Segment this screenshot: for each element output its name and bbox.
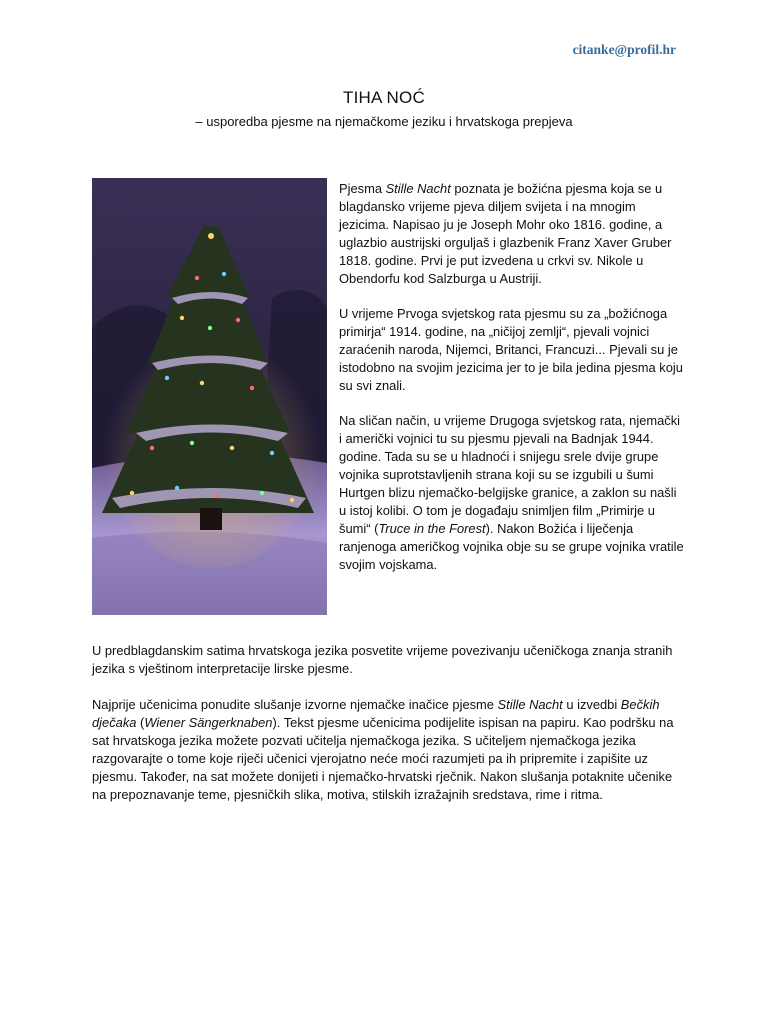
lesson-section: [92, 642, 682, 822]
paragraph-wwii: Na sličan način, u vrijeme Drugoga svjetskog rata, njemački i američki vojnici tu su pjesmu pjevali na Badnjak 1944. godine. Tada su se u hladnoći i snijegu srele dvije grupe vojnika suprotstavljenih strana koji su se izgubili u šumi Hurtgen blizu njemačko-belgijske granice, a zaklon su našli u istoj kolibi. O tom je događaju snimljen film „Primirje u šumi“ (Truce in the Forest). Nakon Božića i liječenja ranjenoga američkog vojnika obje su se grupe vojnika vratile svojim vojskama.: [339, 413, 684, 572]
paragraph-wwi: U vrijeme Prvoga svjetskog rata pjesmu su za „božićnoga primirja“ 1914. godine, na „ničijoj zemlji“, pjevali vojnici zaraćenih naroda, Nijemci, Britanci, Francuzi... Pjevali su je istodobno na svojim jezicima jer to je bila jedina pjesma koju su svi znali.: [339, 306, 683, 393]
publisher-email[interactable]: citanke@profil.hr: [572, 42, 676, 57]
paragraph-lesson-intro: U predblagdanskim satima hrvatskoga jezika posvetite vrijeme povezivanju učeničkoga znanja stranih jezika s vještinom interpretacije lirske pjesme.: [92, 643, 673, 676]
paragraph-origin: Pjesma Stille Nacht poznata je božićna pjesma koja se u blagdansko vrijeme pjeva diljem svijeta i na mnogim jezicima. Napisao ju je Joseph Mohr oko 1816. godine, a uglazbio austrijski orguljaš i glazbenik Franz Xaver Gruber 1818. godine. Prvi je put izvedena u crkvi sv. Nikole u Obendorfu kod Salzburga u Austriji.: [339, 181, 672, 286]
christmas-tree-photo: [92, 178, 327, 615]
page-subtitle: – usporedba pjesme na njemačkome jeziku i hrvatskoga prepjeva: [195, 114, 573, 129]
intro-column: [339, 180, 684, 591]
paragraph-lesson-steps: Najprije učenicima ponudite slušanje izvorne njemačke inačice pjesme Stille Nacht u izvedbi Bečkih dječaka (Wiener Sängerknaben). Tekst pjesme učenicima podijelite ispisan na papiru. Kao podršku na sat hrvatskoga jezika možete pozvati učitelja njemačkoga jezika. S učiteljem njemačkoga jezika razgovarajte o tome koje riječi učenici vjerojatno neće moći razumjeti pa ih pripremite i zapišite uz pjesmu. Također, na sat možete donijeti i njemačko-hrvatski rječnik. Nakon slušanja potaknite učenike na prepoznavanje teme, pjesničkih slika, motiva, stilskih izražajnih sredstava, rime i ritma.: [92, 697, 674, 802]
page-title: TIHA NOĆ: [343, 88, 425, 107]
